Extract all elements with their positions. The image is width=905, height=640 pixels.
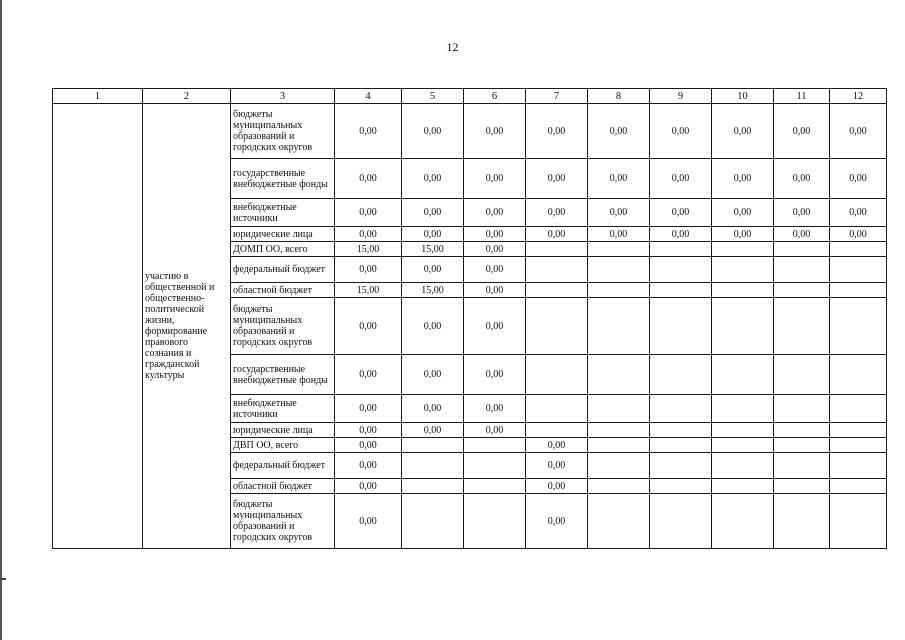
value-cell: 0,00: [588, 199, 650, 227]
column-header: 7: [526, 89, 588, 104]
value-cell: [774, 453, 830, 479]
topic-line: общественно-: [145, 293, 205, 304]
value-cell: [588, 257, 650, 283]
topic-line: участию в: [145, 271, 189, 282]
column-header: 10: [712, 89, 774, 104]
value-cell: 0,00: [830, 104, 887, 159]
value-cell: [774, 494, 830, 549]
value-cell: [588, 423, 650, 438]
page-left-edge: [0, 0, 2, 640]
value-cell: 0,00: [464, 283, 526, 298]
value-cell: [650, 438, 712, 453]
value-cell: 0,00: [335, 227, 402, 242]
value-cell: 0,00: [402, 355, 464, 395]
value-cell: 0,00: [402, 257, 464, 283]
value-cell: [830, 479, 887, 494]
value-cell: [650, 298, 712, 355]
topic-line: культуры: [145, 370, 185, 381]
value-cell: [588, 453, 650, 479]
value-cell: [712, 257, 774, 283]
value-cell: [774, 355, 830, 395]
value-cell: 0,00: [464, 298, 526, 355]
column-header: 2: [143, 89, 231, 104]
funding-source-cell: внебюджетные источники: [231, 395, 335, 423]
column-header: 9: [650, 89, 712, 104]
value-cell: 0,00: [774, 227, 830, 242]
table-row: [53, 104, 887, 159]
value-cell: [650, 283, 712, 298]
value-cell: [712, 283, 774, 298]
value-cell: [712, 423, 774, 438]
value-cell: 0,00: [464, 242, 526, 257]
value-cell: [830, 283, 887, 298]
value-cell: [774, 395, 830, 423]
value-cell: [526, 395, 588, 423]
value-cell: 0,00: [335, 423, 402, 438]
topic-line: общественной и: [145, 282, 215, 293]
topic-line: жизни,: [145, 315, 175, 326]
value-cell: 0,00: [464, 199, 526, 227]
budget-table: [52, 88, 887, 549]
value-cell: 0,00: [526, 104, 588, 159]
funding-source-cell: юридические лица: [231, 227, 335, 242]
value-cell: 0,00: [526, 227, 588, 242]
value-cell: [526, 423, 588, 438]
value-cell: 0,00: [650, 227, 712, 242]
value-cell: 0,00: [650, 199, 712, 227]
value-cell: [650, 423, 712, 438]
value-cell: 0,00: [335, 395, 402, 423]
topic-line: гражданской: [145, 359, 200, 370]
funding-source-cell: государственные внебюджетные фонды: [231, 159, 335, 199]
table-header-row: [53, 89, 887, 104]
value-cell: [588, 242, 650, 257]
column-header: 3: [231, 89, 335, 104]
value-cell: 0,00: [650, 104, 712, 159]
value-cell: 0,00: [402, 199, 464, 227]
funding-source-cell: бюджеты муниципальных образований и городских округов: [231, 494, 335, 549]
value-cell: [830, 453, 887, 479]
funding-source-cell: областной бюджет: [231, 479, 335, 494]
value-cell: 0,00: [650, 159, 712, 199]
value-cell: 0,00: [464, 159, 526, 199]
funding-source-cell: ДВП ОО, всего: [231, 438, 335, 453]
value-cell: 0,00: [830, 199, 887, 227]
value-cell: 0,00: [402, 159, 464, 199]
value-cell: [526, 257, 588, 283]
topic-line: правового: [145, 337, 188, 348]
value-cell: [774, 479, 830, 494]
column-header: 8: [588, 89, 650, 104]
funding-source-cell: юридические лица: [231, 423, 335, 438]
value-cell: 0,00: [464, 395, 526, 423]
value-cell: 0,00: [464, 423, 526, 438]
value-cell: 0,00: [402, 423, 464, 438]
value-cell: [774, 298, 830, 355]
value-cell: [830, 355, 887, 395]
value-cell: [588, 283, 650, 298]
value-cell: [588, 479, 650, 494]
value-cell: [588, 298, 650, 355]
value-cell: 0,00: [464, 104, 526, 159]
value-cell: [402, 494, 464, 549]
value-cell: [712, 355, 774, 395]
funding-source-cell: бюджеты муниципальных образований и городских округов: [231, 104, 335, 159]
value-cell: [774, 242, 830, 257]
value-cell: [588, 438, 650, 453]
value-cell: [588, 395, 650, 423]
value-cell: [650, 479, 712, 494]
value-cell: 0,00: [526, 438, 588, 453]
value-cell: 15,00: [402, 283, 464, 298]
value-cell: 0,00: [712, 159, 774, 199]
value-cell: 0,00: [526, 479, 588, 494]
topic-line: сознания и: [145, 348, 192, 359]
value-cell: 0,00: [712, 227, 774, 242]
value-cell: 0,00: [830, 159, 887, 199]
value-cell: 15,00: [402, 242, 464, 257]
value-cell: [830, 494, 887, 549]
value-cell: 0,00: [335, 355, 402, 395]
page-number: 12: [446, 40, 459, 54]
value-cell: [650, 257, 712, 283]
value-cell: [650, 494, 712, 549]
column-header: 4: [335, 89, 402, 104]
value-cell: [464, 479, 526, 494]
value-cell: 0,00: [588, 159, 650, 199]
value-cell: 0,00: [830, 227, 887, 242]
funding-source-cell: внебюджетные источники: [231, 199, 335, 227]
column-header: 11: [774, 89, 830, 104]
funding-source-cell: бюджеты муниципальных образований и городских округов: [231, 298, 335, 355]
topic-cell: [143, 104, 231, 549]
value-cell: 0,00: [335, 453, 402, 479]
value-cell: 0,00: [712, 199, 774, 227]
value-cell: [774, 423, 830, 438]
value-cell: 0,00: [526, 453, 588, 479]
value-cell: [588, 494, 650, 549]
value-cell: [650, 242, 712, 257]
value-cell: 0,00: [588, 104, 650, 159]
value-cell: 0,00: [335, 298, 402, 355]
value-cell: [464, 453, 526, 479]
value-cell: [712, 438, 774, 453]
funding-source-cell: федеральный бюджет: [231, 453, 335, 479]
value-cell: [774, 283, 830, 298]
value-cell: [712, 395, 774, 423]
value-cell: 0,00: [335, 257, 402, 283]
value-cell: 0,00: [335, 479, 402, 494]
value-cell: [712, 479, 774, 494]
funding-source-cell: ДОМП ОО, всего: [231, 242, 335, 257]
value-cell: [526, 283, 588, 298]
value-cell: [712, 242, 774, 257]
value-cell: [650, 453, 712, 479]
value-cell: [830, 423, 887, 438]
value-cell: [402, 453, 464, 479]
value-cell: [774, 257, 830, 283]
value-cell: 0,00: [464, 227, 526, 242]
value-cell: [650, 355, 712, 395]
value-cell: [402, 438, 464, 453]
index-cell: [53, 104, 143, 549]
topic-line: формирование: [145, 326, 208, 337]
value-cell: [464, 438, 526, 453]
value-cell: 0,00: [774, 104, 830, 159]
value-cell: [588, 355, 650, 395]
page-edge-mark: [0, 578, 6, 580]
value-cell: [526, 298, 588, 355]
funding-source-cell: федеральный бюджет: [231, 257, 335, 283]
funding-source-cell: государственные внебюджетные фонды: [231, 355, 335, 395]
value-cell: [712, 453, 774, 479]
topic-line: политической: [145, 304, 205, 315]
value-cell: 0,00: [335, 199, 402, 227]
value-cell: 0,00: [464, 257, 526, 283]
value-cell: [650, 395, 712, 423]
column-header: 6: [464, 89, 526, 104]
value-cell: [830, 438, 887, 453]
value-cell: 0,00: [464, 355, 526, 395]
value-cell: [774, 438, 830, 453]
value-cell: [526, 242, 588, 257]
value-cell: [830, 242, 887, 257]
value-cell: 0,00: [402, 298, 464, 355]
funding-source-cell: областной бюджет: [231, 283, 335, 298]
value-cell: [712, 494, 774, 549]
value-cell: [402, 479, 464, 494]
value-cell: 0,00: [588, 227, 650, 242]
value-cell: 0,00: [526, 494, 588, 549]
value-cell: 0,00: [774, 159, 830, 199]
value-cell: 0,00: [526, 199, 588, 227]
column-header: 5: [402, 89, 464, 104]
value-cell: 0,00: [526, 159, 588, 199]
value-cell: [712, 298, 774, 355]
value-cell: [830, 298, 887, 355]
value-cell: 0,00: [402, 227, 464, 242]
value-cell: 0,00: [774, 199, 830, 227]
value-cell: 0,00: [335, 438, 402, 453]
value-cell: 0,00: [335, 494, 402, 549]
column-header: 12: [830, 89, 887, 104]
value-cell: 0,00: [402, 395, 464, 423]
value-cell: [464, 494, 526, 549]
value-cell: [830, 395, 887, 423]
value-cell: 0,00: [712, 104, 774, 159]
value-cell: 0,00: [335, 104, 402, 159]
value-cell: 0,00: [335, 159, 402, 199]
value-cell: [830, 257, 887, 283]
value-cell: 15,00: [335, 242, 402, 257]
value-cell: 15,00: [335, 283, 402, 298]
column-header: 1: [53, 89, 143, 104]
value-cell: 0,00: [402, 104, 464, 159]
value-cell: [526, 355, 588, 395]
